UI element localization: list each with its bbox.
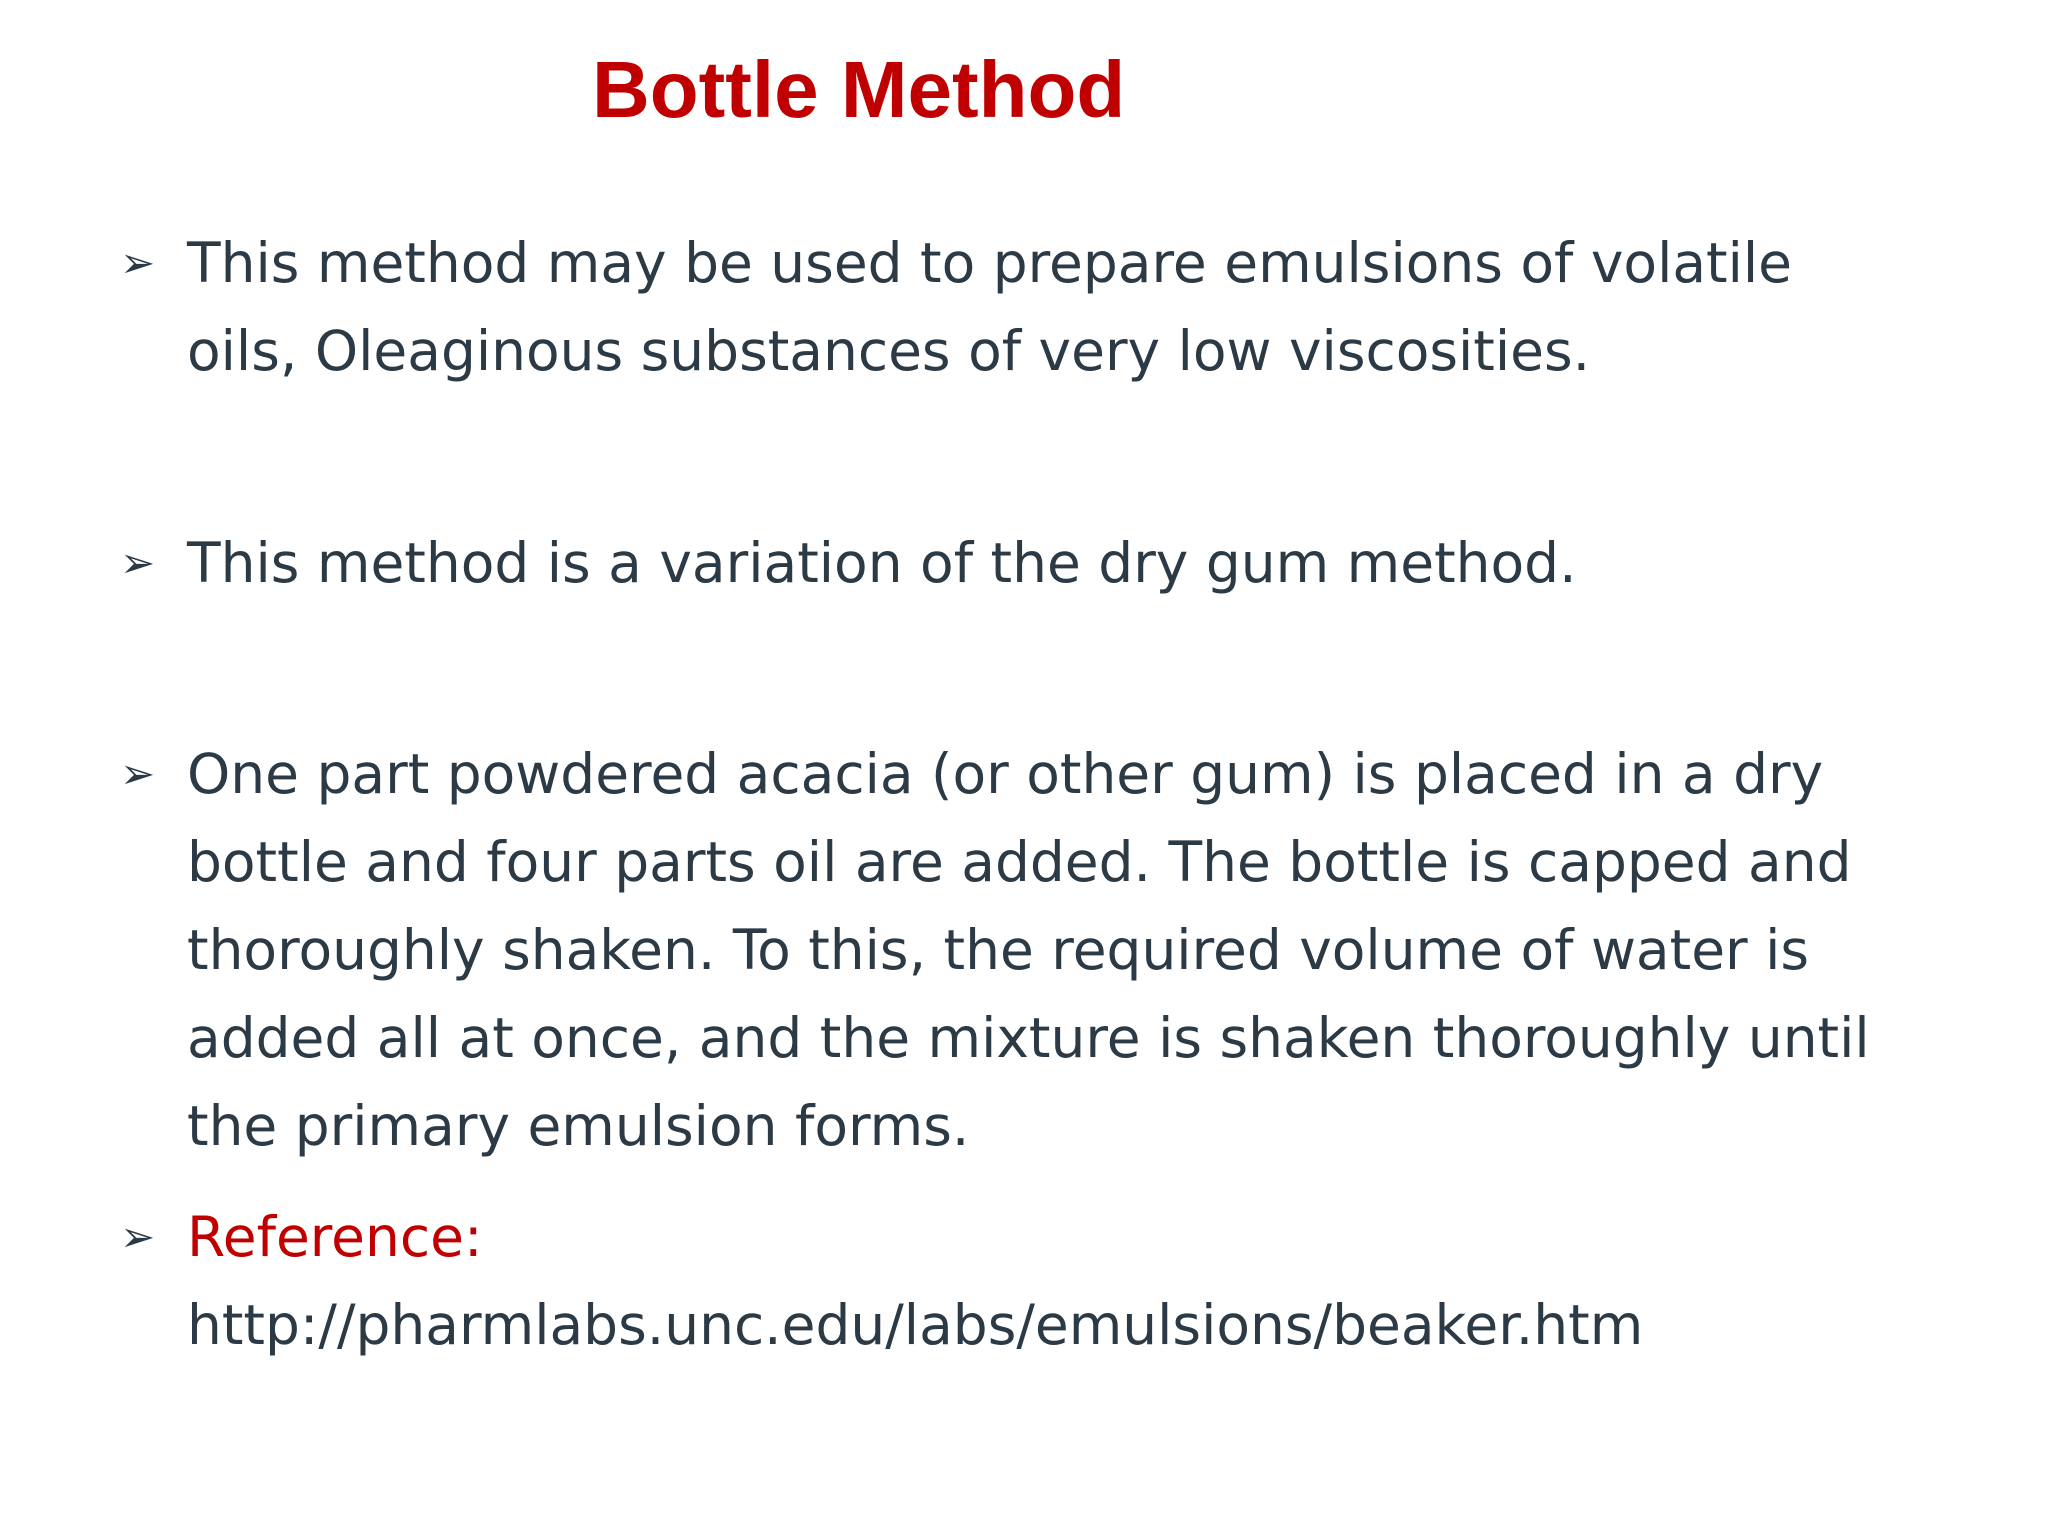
reference-label: Reference: (187, 1205, 483, 1269)
arrow-bullet-icon: ➢ (120, 749, 156, 798)
bullet-line: oils, Oleaginous substances of very low viscosities. (187, 319, 1591, 383)
bullet-line: the primary emulsion forms. (187, 1094, 970, 1158)
bullet-line: added all at once, and the mixture is shaken thoroughly until (187, 1006, 1870, 1070)
bullet-line: One part powdered acacia (or other gum) is placed in a dry (187, 742, 1824, 806)
bullet-text (187, 219, 1807, 395)
reference-url: http://pharmlabs.unc.edu/labs/emulsions/beaker.htm (187, 1293, 1644, 1357)
arrow-bullet-icon: ➢ (120, 538, 156, 587)
slide-title: Bottle Method (592, 45, 1126, 134)
bullet-text (187, 730, 1870, 1170)
bullet-line: This method is a variation of the dry gum method. (187, 531, 1577, 595)
bullet-line: bottle and four parts oil are added. The bottle is capped and (187, 830, 1852, 894)
arrow-bullet-icon: ➢ (120, 1212, 156, 1261)
bullet-text (187, 519, 1807, 607)
bullet-line: thoroughly shaken. To this, the required volume of water is (187, 918, 1810, 982)
bullet-line: This method may be used to prepare emulsions of volatile (187, 231, 1793, 295)
arrow-bullet-icon: ➢ (120, 238, 156, 287)
reference-text (187, 1193, 1807, 1369)
